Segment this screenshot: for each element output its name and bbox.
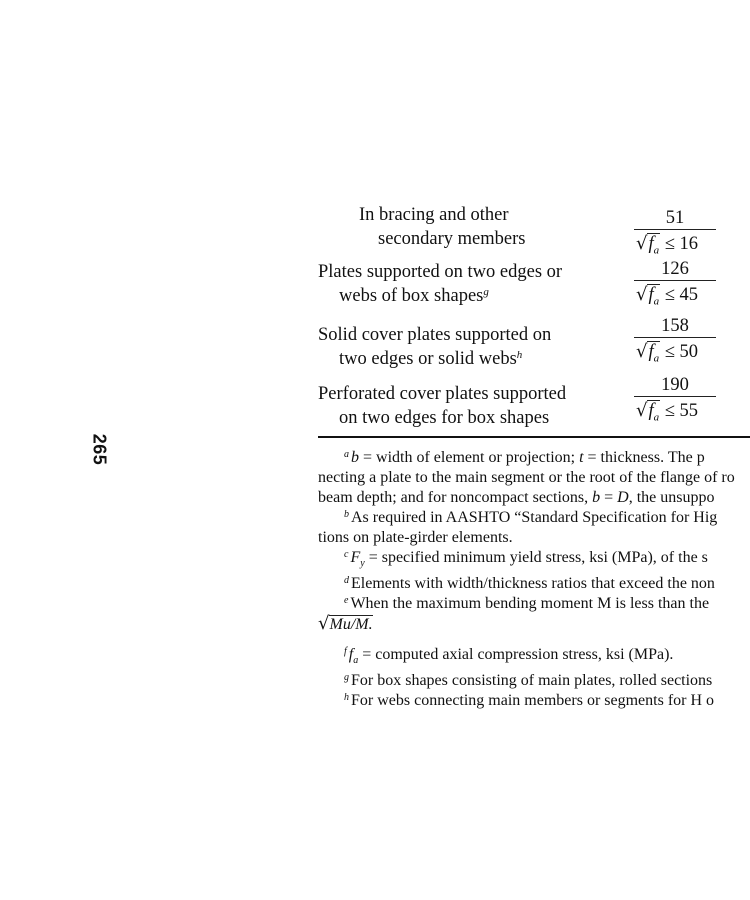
ratio-limit: ≤ 55 <box>664 401 699 421</box>
fraction-bar <box>634 337 716 338</box>
ratio-denominator <box>634 340 716 364</box>
width-thickness-ratio <box>634 207 716 256</box>
sqrt-body: $f_a$ <box>647 400 660 428</box>
width-thickness-ratio <box>634 374 716 423</box>
footnote-a-cont: necting a plate to the main segment or the root of the flange of ro <box>318 469 735 486</box>
table-row-label <box>318 260 562 308</box>
row-label-line: Solid cover plates supported on <box>318 325 552 345</box>
table-bottom-rule <box>318 436 750 438</box>
table-body <box>0 0 750 440</box>
fraction-bar <box>634 229 716 230</box>
sqrt-body: Mu/M. <box>329 616 373 634</box>
page-number: 265 <box>89 433 110 466</box>
footnote-ref-h: h <box>516 349 523 361</box>
table-row-label <box>318 323 551 371</box>
row-label-line: secondary members <box>378 229 526 249</box>
footnote-a-cont: beam depth; and for noncompact sections, b = D, the unsuppo <box>318 489 715 506</box>
ratio-numerator: 190 <box>661 375 689 395</box>
row-label-line: two edges or solid webs <box>339 349 517 369</box>
sqrt-icon: √ <box>318 613 330 635</box>
row-label-line: In bracing and other <box>359 205 509 225</box>
sqrt-icon: √ <box>636 341 648 362</box>
sqrt-icon: √ <box>636 400 648 421</box>
sqrt-body: $f_a$ <box>647 284 660 312</box>
ratio-numerator: 158 <box>661 316 689 336</box>
ratio-limit: ≤ 50 <box>664 342 699 362</box>
footnote-h: $^h$ For webs connecting main members or segments for H o <box>344 692 715 710</box>
ratio-limit: ≤ 16 <box>664 234 699 254</box>
sqrt-body: $f_a$ <box>647 233 660 261</box>
row-label-line: on two edges for box shapes <box>339 408 550 428</box>
footnote-e-cont <box>318 614 750 635</box>
ratio-numerator: 51 <box>665 208 685 228</box>
ratio-limit: ≤ 45 <box>664 285 699 305</box>
width-thickness-ratio <box>634 258 716 307</box>
sqrt-body: $f_a$ <box>647 341 660 369</box>
row-label-line: Plates supported on two edges or <box>318 262 563 282</box>
footnote-ref-g: g <box>483 286 489 298</box>
footnote-g: $^g$ For box shapes consisting of main plates, rolled sections <box>344 672 713 690</box>
ratio-numerator: 126 <box>661 259 689 279</box>
footnote-b-cont: tions on plate-girder elements. <box>318 529 513 546</box>
sqrt-icon: √ <box>636 233 648 254</box>
fraction-bar <box>634 280 716 281</box>
footnote-d: $^d$ Elements with width/thickness ratios that exceed the non <box>344 575 715 593</box>
footnote-e: $^e$ When the maximum bending moment M is less than the <box>344 595 710 613</box>
footnote-b: $^b$ As required in AASHTO “Standard Specification for Hig <box>344 509 718 526</box>
footnote-a: $^a$ b = width of element or projection; t = thickness. The p <box>344 449 705 466</box>
fraction-bar <box>634 396 716 397</box>
footnotes <box>318 448 750 711</box>
ratio-denominator <box>634 283 716 307</box>
ratio-denominator <box>634 399 716 423</box>
footnote-f: $^f$ $f_a$ = computed axial compression stress, ksi (MPa). <box>344 646 674 667</box>
width-thickness-ratio <box>634 315 716 364</box>
table-row-label <box>318 382 566 430</box>
sqrt-icon: √ <box>636 284 648 305</box>
row-label-line: webs of box shapes <box>339 286 484 306</box>
row-label-line: Perforated cover plates supported <box>318 384 567 404</box>
table-row-label <box>359 203 525 251</box>
footnote-c: $^c$ $F_y$ = specified minimum yield stress, ksi (MPa), of the s <box>344 549 708 570</box>
ratio-denominator <box>634 232 716 256</box>
